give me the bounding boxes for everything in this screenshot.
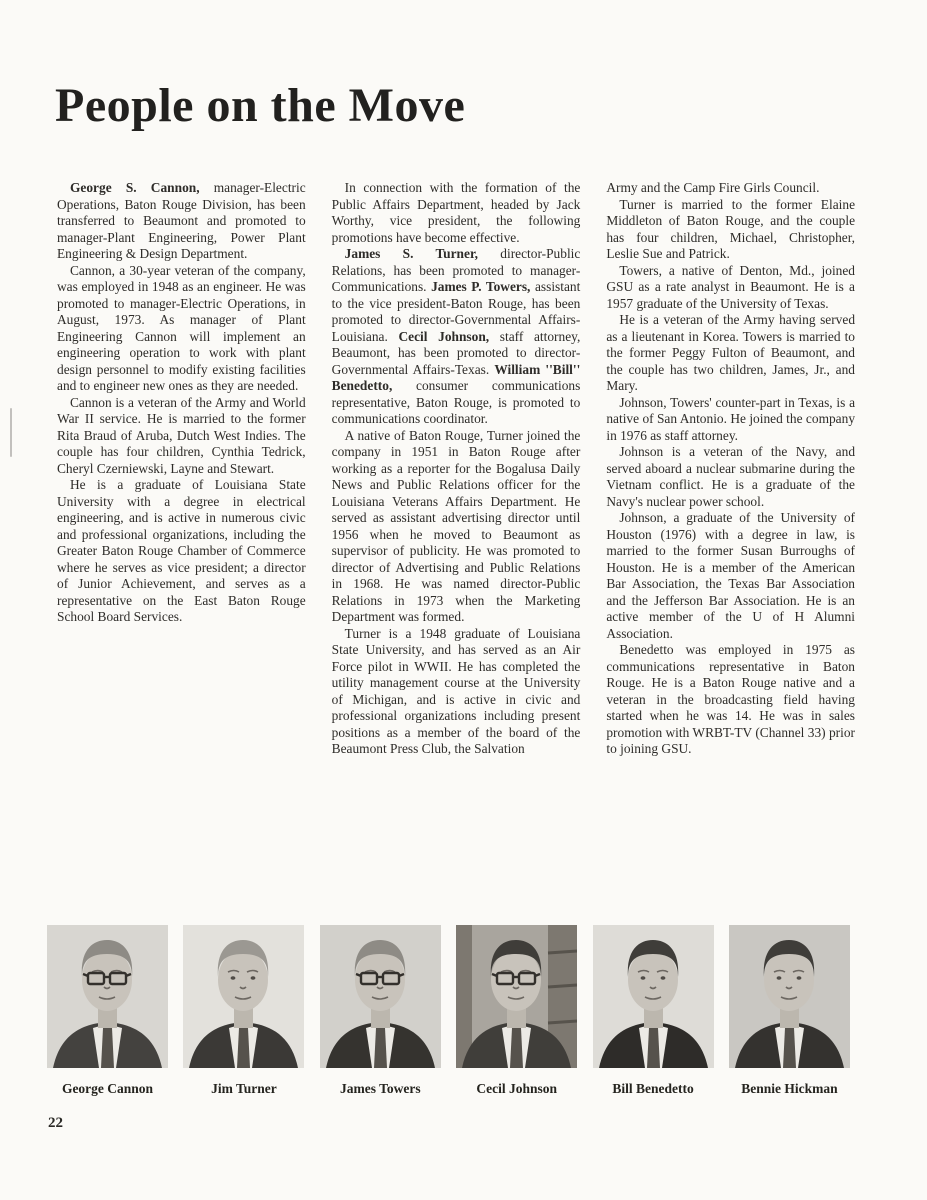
photo-caption: Bill Benedetto [612,1081,694,1096]
photo-caption: Jim Turner [211,1081,277,1096]
paragraph [606,197,855,263]
bold-text-segment: Cecil Johnson, [398,328,490,344]
text-segment: director-Public Relations, has been promoted to manager-Communications. [331,246,581,294]
portrait-photo-figure [320,925,441,1097]
page-title: People on the Move [55,79,466,132]
portrait-photo [47,925,168,1068]
text-segment: Cannon, a 30-year veteran of the company, was employed in 1948 as an engineer. He was promoted to manager-Electric Operations, in August, 1973. As manager of Plant Engineering Cannon will implement an engineering operation to work with plant design personnel to modify existing facilities and to engineer new ones as they are needed. [57,262,306,393]
text-segment: Turner is a 1948 graduate of Louisiana State University, and has served as an Air Force pilot in WWII. He has completed the utility management course at the University of Michigan, and is active in civic and professional organizations including present positions as a member of the board of the Beaumont Press Club, the Salvation [331,625,581,756]
portrait-photo [593,925,714,1068]
text-segment: Johnson, Towers' counter-part in Texas, is a native of San Antonio. He joined the company in 1976 as staff attorney. [606,394,856,443]
text-column-3 [606,180,855,758]
photo-strip [47,925,850,1097]
bold-text-segment: James P. Towers, [431,279,531,294]
portrait-photo [456,925,577,1068]
text-segment: manager-Electric Operations, Baton Rouge Division, has been transferred to Beaumont and promoted to manager-Plant Engineering, Power Plant Engineering & Design Department. [57,180,306,261]
text-segment: Towers, a native of Denton, Md., joined GSU as a rate analyst in Beaumont. He is a 1957 graduate of the University of Texas. [606,262,856,311]
paragraph [606,510,855,642]
photo-caption: James Towers [339,1081,421,1096]
text-segment: A native of Baton Rouge, Turner joined the company in 1951 in Baton Rouge after working as a reporter for the Bogalusa Daily News and Public Relations officer for the Louisiana Veterans Affairs Department. He served as assistant advertising director until 1956 when he moved to Beaumont as supervisor of publicity. He was promoted to director of Advertising and Public Relations in 1968. He was named director-Public Relations in 1973 when the Marketing Department was formed. [331,427,581,624]
paragraph [332,428,581,626]
paragraph [606,395,855,445]
text-segment: Turner is married to the former Elaine Middleton of Baton Rouge, and the couple has four children, Michael, Christopher, Leslie Sue and Patrick. [606,196,856,261]
text-segment: Cannon is a veteran of the Army and World War II service. He is married to the former Rita Braud of Aruba, Dutch West Indies. The couple has four children, Cynthia Tedrick, Cheryl Czerniewski, Layne and Stewart. [57,394,306,476]
paragraph [57,263,306,395]
portrait-photo-figure [47,925,168,1097]
text-segment: assistant to the vice president-Baton Rouge, has been promoted to director-Governmental Affairs-Louisiana. [331,279,581,344]
paragraph [57,395,306,478]
paragraph [332,626,581,758]
text-segment: Johnson, a graduate of the University of Houston (1976) with a degree in law, is married to the former Susan Burroughs of Houston. He is a member of the American Bar Association, the Texas Bar Association and the Jefferson Bar Association. He is an active member of the U of H Alumni Association. [606,510,856,641]
text-column-1 [57,180,306,626]
bold-text-segment: James S. Turner, [344,246,479,261]
article-columns [57,180,855,758]
text-segment: Army and the Camp Fire Girls Council. [606,180,820,195]
text-segment: Johnson is a veteran of the Navy, and served aboard a nuclear submarine during the Vietnam conflict. He is a graduate of the Navy's nuclear power school. [606,444,856,509]
text-segment: Benedetto was employed in 1975 as communications representative in Baton Rouge. He is a Baton Rouge native and a veteran in the broadcasting field having started when he was 14. He was in sales promotion with WRBT-TV (Channel 33) prior to joining GSU. [606,642,856,756]
text-segment: He is a veteran of the Army having served as a lieutenant in Korea. Towers is married to the former Peggy Fulton of Beaumont, and the couple has two children, James, Jr., and Mary. [606,312,856,393]
paragraph [606,263,855,313]
text-segment: staff attorney, Beaumont, has been promoted to director-Governmental Affairs-Texas. [331,328,581,377]
text-segment: consumer communications representative, Baton Rouge, is promoted to communications coordinator. [331,378,581,426]
photo-caption: Bennie Hickman [741,1081,838,1096]
photo-caption: Cecil Johnson [476,1081,557,1096]
paragraph [606,444,855,510]
text-segment: He is a graduate of Louisiana State University with a degree in electrical engineering, and is active in numerous civic and professional organizations, including the Greater Baton Rouge Chamber of Commerce where he serves as vice president; a director of Junior Achievement, and serves as a representative on the East Baton Rouge School Board Services. [57,477,306,624]
paragraph [606,312,855,395]
text-segment: In connection with the formation of the Public Affairs Department, headed by Jack Worthy, vice president, the following promotions have become effective. [331,180,581,245]
portrait-photo-figure [183,925,304,1097]
portrait-photo [729,925,850,1068]
paragraph [606,180,855,197]
paragraph [57,180,306,263]
portrait-photo-figure [593,925,714,1097]
paragraph [332,246,581,428]
portrait-photo-figure [729,925,850,1097]
bold-text-segment: George S. Cannon, [70,180,200,195]
text-column-2 [332,180,581,758]
bold-text-segment: William ''Bill'' Benedetto, [331,361,581,393]
portrait-photo [320,925,441,1068]
portrait-photo-figure [456,925,577,1097]
page-number: 22 [48,1115,63,1131]
paragraph [606,642,855,758]
paragraph [57,477,306,626]
scan-artifact-line [10,408,12,457]
photo-caption: George Cannon [61,1081,154,1096]
portrait-photo [183,925,304,1068]
paragraph [332,180,581,246]
